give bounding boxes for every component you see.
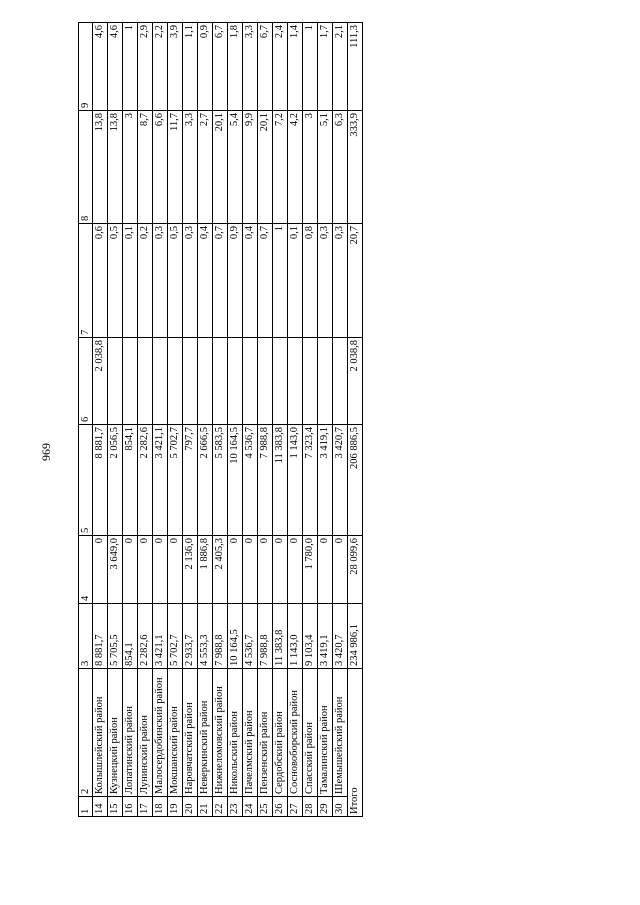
table-cell: 8,7 — [138, 111, 153, 224]
table-cell: 0,9 — [198, 23, 213, 111]
table-cell: 0 — [138, 536, 153, 604]
table-cell: 2 282,6 — [138, 425, 153, 536]
table-cell: 0,1 — [123, 224, 138, 338]
table-cell: 0,8 — [303, 224, 318, 338]
table-cell: 1 143,0 — [288, 425, 303, 536]
table-row — [333, 23, 348, 817]
table-cell: 2 136,0 — [183, 536, 198, 604]
table-cell: 2,1 — [333, 23, 348, 111]
table-cell: 4 536,7 — [243, 425, 258, 536]
table-cell: 10 164,5 — [228, 604, 243, 669]
table-cell — [288, 338, 303, 425]
table-cell — [228, 338, 243, 425]
table-row — [198, 23, 213, 817]
table-cell: 4,2 — [288, 111, 303, 224]
table-cell: 21 — [198, 797, 213, 817]
table-cell: 8 881,7 — [93, 604, 108, 669]
table-cell: 6,7 — [213, 23, 228, 111]
table-cell: 0 — [333, 536, 348, 604]
table-row — [153, 23, 168, 817]
table-cell: 797,7 — [183, 425, 198, 536]
table-cell: 6,3 — [333, 111, 348, 224]
table-cell: 2 282,6 — [138, 604, 153, 669]
total-cell: 333,9 — [348, 111, 363, 224]
table-cell — [183, 338, 198, 425]
table-row — [138, 23, 153, 817]
table-total-row — [348, 23, 363, 817]
table-row — [168, 23, 183, 817]
table-cell: 7 988,8 — [258, 604, 273, 669]
table-cell: 0,5 — [108, 224, 123, 338]
total-cell: 206 886,5 — [348, 425, 363, 536]
table-cell: 0 — [258, 536, 273, 604]
table-cell: 7,2 — [273, 111, 288, 224]
table-row — [303, 23, 318, 817]
table-cell: 1 — [273, 224, 288, 338]
column-header: 8 — [79, 111, 93, 224]
table-cell: 4,6 — [108, 23, 123, 111]
table-cell: 2 666,5 — [198, 425, 213, 536]
table-cell: Шемышейский район — [333, 669, 348, 797]
table-cell: 5 583,5 — [213, 425, 228, 536]
data-table — [78, 22, 363, 817]
total-cell: 2 038,8 — [348, 338, 363, 425]
table-cell: 11 383,8 — [273, 604, 288, 669]
table-row — [123, 23, 138, 817]
rotated-table-area — [78, 25, 360, 817]
table-cell: 15 — [108, 797, 123, 817]
table-cell: 18 — [153, 797, 168, 817]
column-header: 6 — [79, 338, 93, 425]
table-cell: 0,7 — [213, 224, 228, 338]
column-header: 5 — [79, 425, 93, 536]
table-cell: 25 — [258, 797, 273, 817]
total-cell: 234 986,1 — [348, 604, 363, 669]
table-cell: 3 419,1 — [318, 425, 333, 536]
table-cell: 17 — [138, 797, 153, 817]
table-cell: 1 — [303, 23, 318, 111]
table-cell: 2 056,5 — [108, 425, 123, 536]
table-row — [243, 23, 258, 817]
table-cell: 29 — [318, 797, 333, 817]
table-cell: 0,3 — [183, 224, 198, 338]
total-cell: 20,7 — [348, 224, 363, 338]
table-cell: Колышлейский район — [93, 669, 108, 797]
table-cell: 2,9 — [138, 23, 153, 111]
table-cell: 20,1 — [258, 111, 273, 224]
table-cell: 3 419,1 — [318, 604, 333, 669]
table-cell: 7 323,4 — [303, 425, 318, 536]
table-cell — [138, 338, 153, 425]
table-cell — [153, 338, 168, 425]
table-cell: 7 988,8 — [258, 425, 273, 536]
table-cell: 6,6 — [153, 111, 168, 224]
table-cell: 0,1 — [288, 224, 303, 338]
table-cell: 0 — [243, 536, 258, 604]
table-cell: 1 780,0 — [303, 536, 318, 604]
table-cell: Мокшанский район — [168, 669, 183, 797]
table-cell: 0 — [318, 536, 333, 604]
table-cell: Кузнецкий район — [108, 669, 123, 797]
table-cell: Малосердобинский район — [153, 669, 168, 797]
table-cell — [168, 338, 183, 425]
column-header: 4 — [79, 536, 93, 604]
table-cell: Сосновоборский район — [288, 669, 303, 797]
table-cell — [273, 338, 288, 425]
total-cell: 111,3 — [348, 23, 363, 111]
table-cell: 9,9 — [243, 111, 258, 224]
table-cell: 5,1 — [318, 111, 333, 224]
table-cell: 3 — [303, 111, 318, 224]
table-cell: 8 881,7 — [93, 425, 108, 536]
column-header: 3 — [79, 604, 93, 669]
table-cell: 4 536,7 — [243, 604, 258, 669]
page-number: 969 — [39, 443, 53, 461]
table-cell: 0,4 — [198, 224, 213, 338]
table-cell: Лопатинский район — [123, 669, 138, 797]
table-cell: 0,3 — [153, 224, 168, 338]
table-row — [228, 23, 243, 817]
table-row — [108, 23, 123, 817]
table-cell — [123, 338, 138, 425]
table-cell: 0,6 — [93, 224, 108, 338]
table-cell: 854,1 — [123, 604, 138, 669]
table-cell: Наровчатский район — [183, 669, 198, 797]
table-cell: 0,2 — [138, 224, 153, 338]
table-cell: 0,9 — [228, 224, 243, 338]
table-cell: Спасский район — [303, 669, 318, 797]
table-cell: 0,5 — [168, 224, 183, 338]
table-cell: 4 553,3 — [198, 604, 213, 669]
table-cell: 23 — [228, 797, 243, 817]
table-row — [93, 23, 108, 817]
table-cell: 2 038,8 — [93, 338, 108, 425]
total-label: Итого — [348, 669, 363, 817]
table-cell: 2,4 — [273, 23, 288, 111]
table-cell: Тамалинский район — [318, 669, 333, 797]
table-cell: 0 — [228, 536, 243, 604]
table-cell: Сердобский район — [273, 669, 288, 797]
table-cell: 1 143,0 — [288, 604, 303, 669]
table-cell: 28 — [303, 797, 318, 817]
column-header: 9 — [79, 23, 93, 111]
table-cell: Нижнеломовский район — [213, 669, 228, 797]
table-cell: 5 702,7 — [168, 604, 183, 669]
table-cell: 0 — [93, 536, 108, 604]
table-cell: 14 — [93, 797, 108, 817]
table-cell: 3 649,0 — [108, 536, 123, 604]
table-cell — [213, 338, 228, 425]
table-cell: 2,7 — [198, 111, 213, 224]
table-cell: 24 — [243, 797, 258, 817]
table-cell: 3 421,1 — [153, 425, 168, 536]
table-cell: 3 420,7 — [333, 425, 348, 536]
table-cell: 3 — [123, 111, 138, 224]
table-cell: 13,8 — [108, 111, 123, 224]
table-cell — [108, 338, 123, 425]
column-header: 1 — [79, 797, 93, 817]
table-cell: 22 — [213, 797, 228, 817]
table-cell: 2 933,7 — [183, 604, 198, 669]
table-cell: 0 — [168, 536, 183, 604]
table-cell: 3 421,1 — [153, 604, 168, 669]
table-cell: 3 420,7 — [333, 604, 348, 669]
table-cell: 0,4 — [243, 224, 258, 338]
table-row — [288, 23, 303, 817]
table-cell: Пачелмский район — [243, 669, 258, 797]
table-cell — [333, 338, 348, 425]
table-cell: 1,8 — [228, 23, 243, 111]
table-cell: 1 886,8 — [198, 536, 213, 604]
table-cell: Никольский район — [228, 669, 243, 797]
table-cell: 0,7 — [258, 224, 273, 338]
table-cell: 7 988,8 — [213, 604, 228, 669]
table-cell: 10 164,5 — [228, 425, 243, 536]
table-cell: 1 — [123, 23, 138, 111]
table-cell: 27 — [288, 797, 303, 817]
table-cell — [318, 338, 333, 425]
table-cell — [258, 338, 273, 425]
table-cell: 19 — [168, 797, 183, 817]
table-cell: 5,4 — [228, 111, 243, 224]
table-cell: 30 — [333, 797, 348, 817]
table-cell: 0 — [153, 536, 168, 604]
table-cell: 3,9 — [168, 23, 183, 111]
table-cell — [303, 338, 318, 425]
table-row — [318, 23, 333, 817]
table-cell: 20,1 — [213, 111, 228, 224]
table-cell: 3,3 — [243, 23, 258, 111]
table-cell: 9 103,4 — [303, 604, 318, 669]
table-cell: 20 — [183, 797, 198, 817]
table-row — [213, 23, 228, 817]
table-cell: 26 — [273, 797, 288, 817]
table-cell: 1,1 — [183, 23, 198, 111]
table-row — [183, 23, 198, 817]
total-cell: 28 099,6 — [348, 536, 363, 604]
column-header: 2 — [79, 669, 93, 797]
table-cell: 0,3 — [318, 224, 333, 338]
table-cell: 0,3 — [333, 224, 348, 338]
table-cell: 5 702,7 — [168, 425, 183, 536]
table-cell: 0 — [288, 536, 303, 604]
table-row — [273, 23, 288, 817]
table-cell: 0 — [123, 536, 138, 604]
table-cell: 1,4 — [288, 23, 303, 111]
table-header-row — [79, 23, 93, 817]
table-row — [258, 23, 273, 817]
table-cell: 854,1 — [123, 425, 138, 536]
table-cell: 5 705,5 — [108, 604, 123, 669]
table-cell: 6,7 — [258, 23, 273, 111]
table-cell: 11,7 — [168, 111, 183, 224]
table-cell: Пензенский район — [258, 669, 273, 797]
table-cell: 13,8 — [93, 111, 108, 224]
table-cell: 1,7 — [318, 23, 333, 111]
table-cell: 2 405,3 — [213, 536, 228, 604]
table-cell: 4,6 — [93, 23, 108, 111]
column-header: 7 — [79, 224, 93, 338]
table-cell: 16 — [123, 797, 138, 817]
table-cell: 0 — [273, 536, 288, 604]
table-cell — [243, 338, 258, 425]
table-cell — [198, 338, 213, 425]
table-cell: Лунинский район — [138, 669, 153, 797]
table-cell: Неверкинский район — [198, 669, 213, 797]
table-cell: 2,2 — [153, 23, 168, 111]
table-cell: 11 383,8 — [273, 425, 288, 536]
rotated-table — [78, 25, 360, 817]
table-cell: 3,3 — [183, 111, 198, 224]
